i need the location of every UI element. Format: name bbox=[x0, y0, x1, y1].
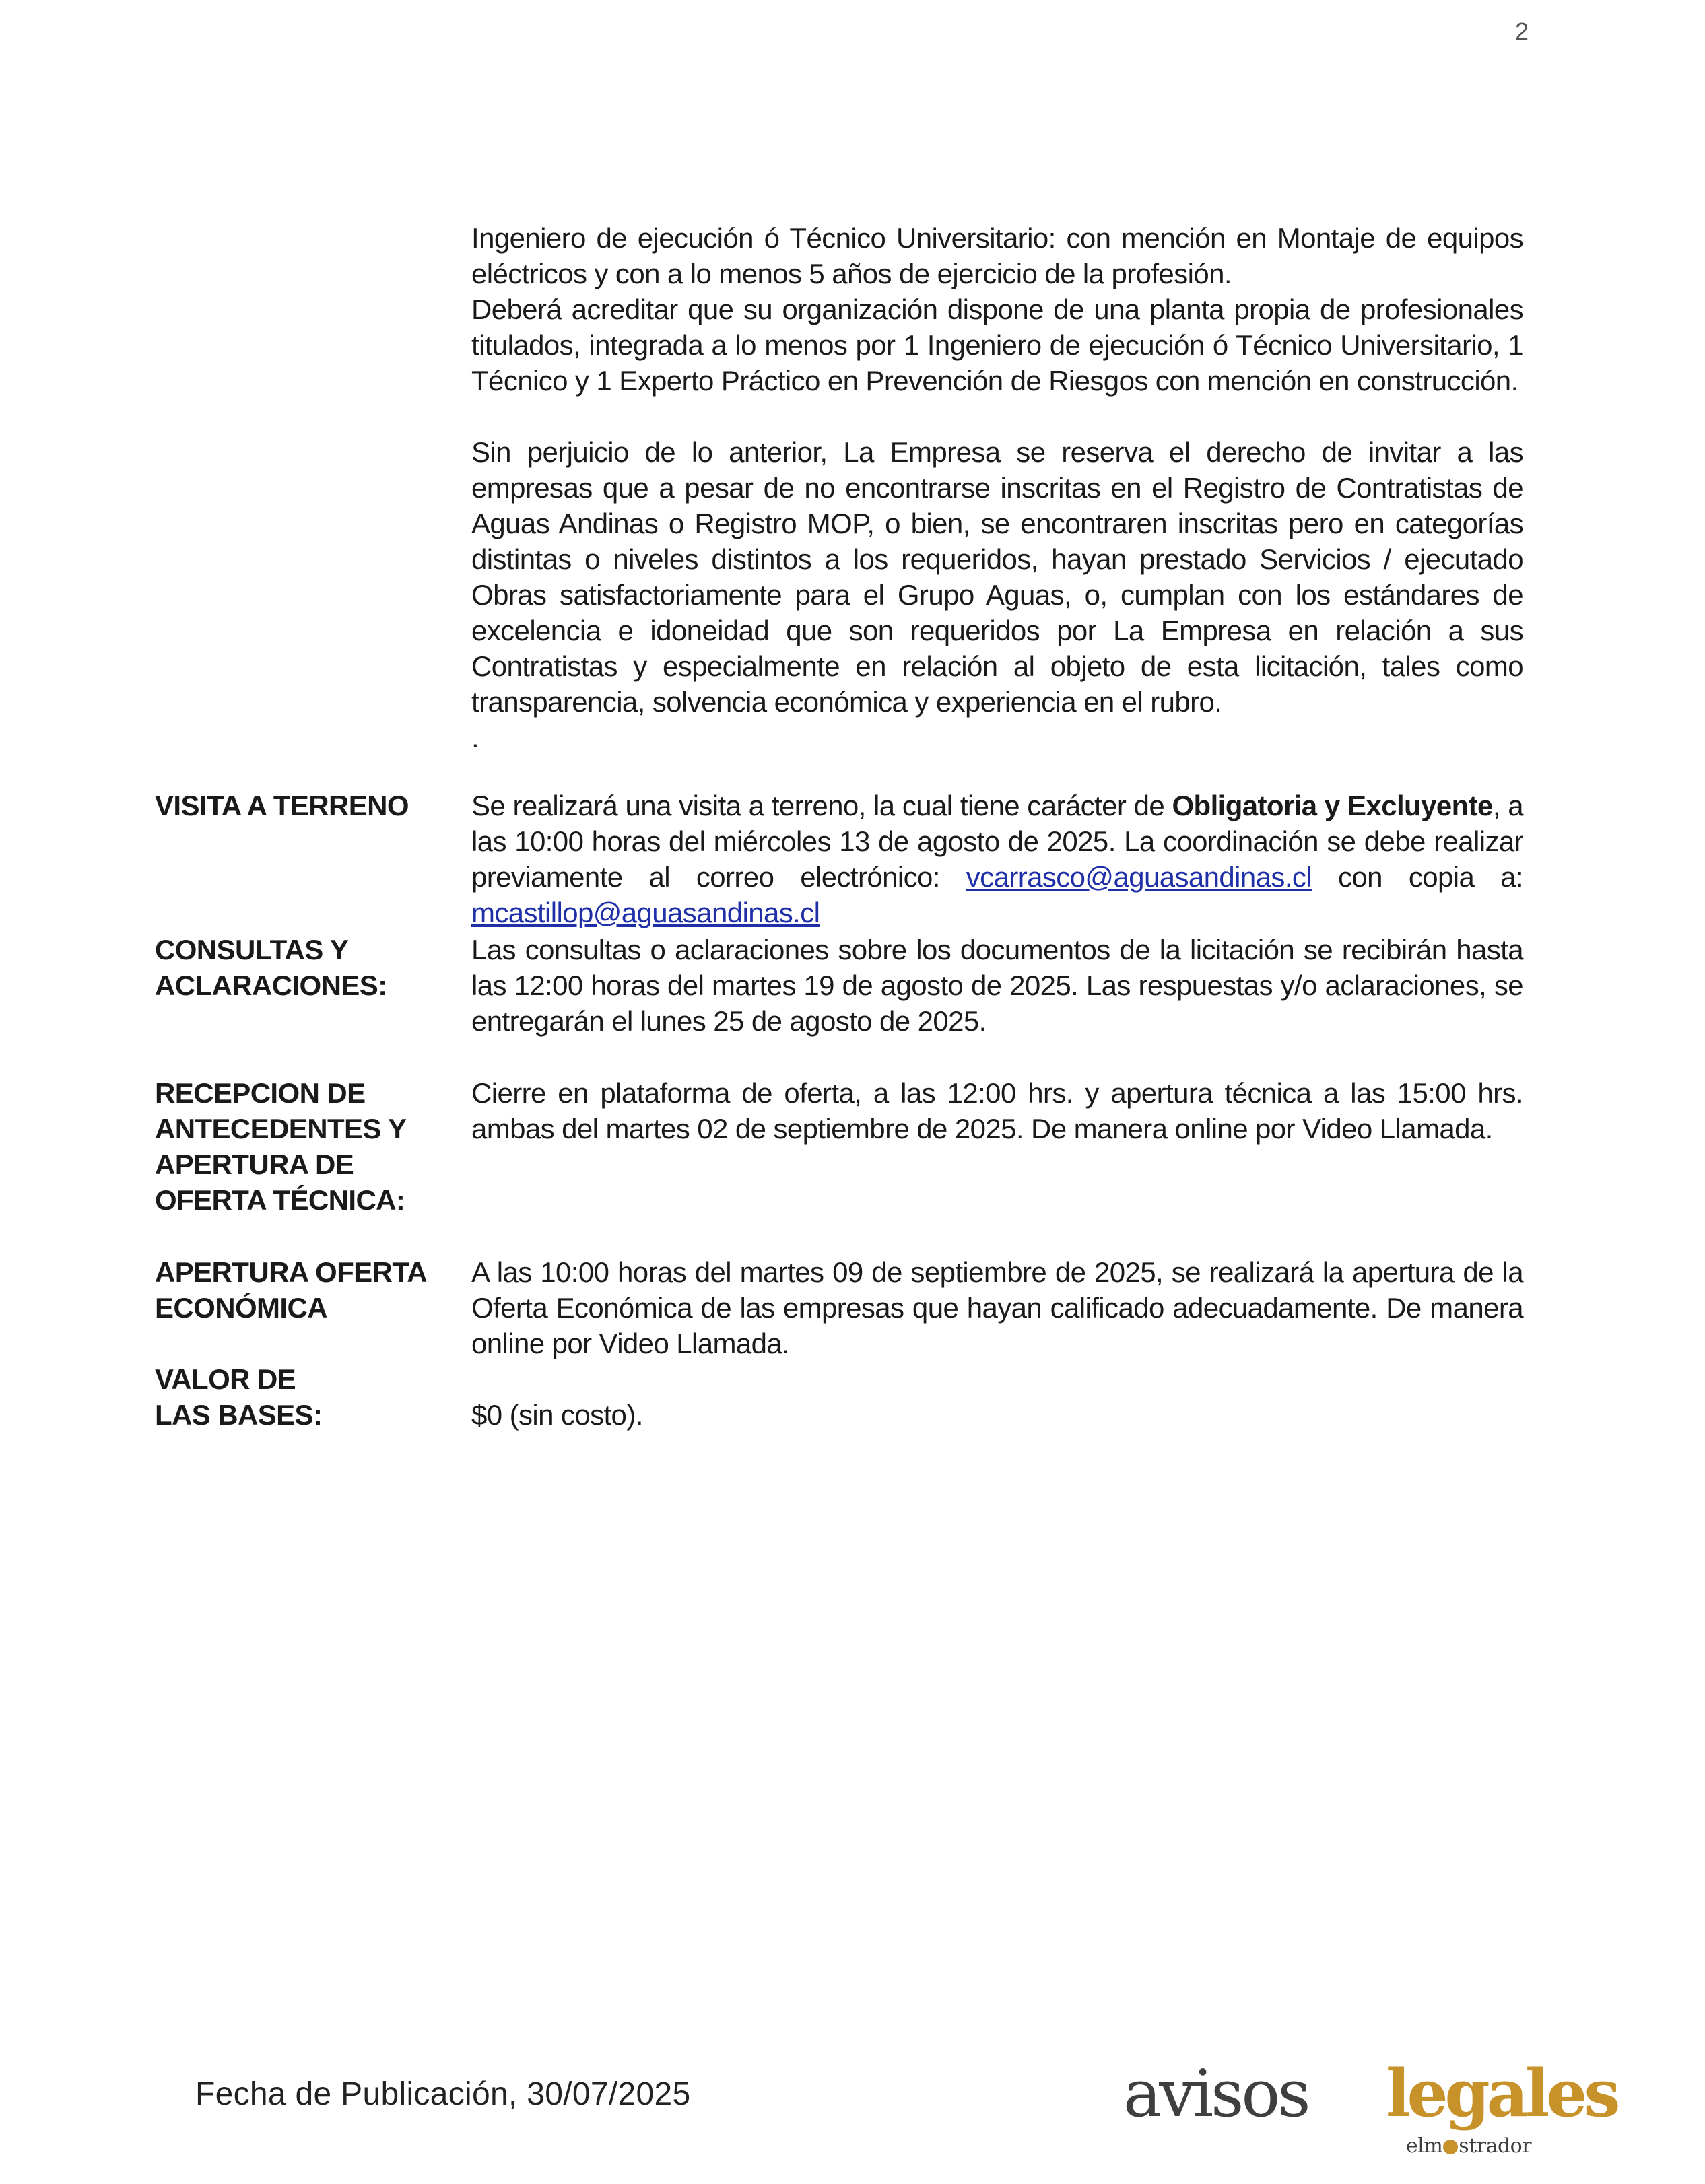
requirement-paragraph: Ingeniero de ejecución ó Técnico Universitario: con mención en Montaje de equipos eléctricos y con a lo menos 5 años de ejercicio de la profesión. bbox=[471, 222, 1523, 289]
section-content: $0 (sin costo). bbox=[471, 1399, 643, 1431]
page-number: 2 bbox=[1514, 18, 1529, 45]
avisoslegales-logo bbox=[1123, 2053, 1617, 2161]
email-link-vcarrasco[interactable]: vcarrasco@aguasandinas.cl bbox=[966, 861, 1312, 893]
invitation-paragraph: Sin perjuicio de lo anterior, La Empresa se reserva el derecho de invitar a las empresas que a pesar de no encontrarse inscritas en el Registro de Contratistas de Aguas Andinas o Registro MOP, o bien, se encontraren inscritas pero en categorías distintas o niveles distintos a los requeridos, hayan prestado Servicios / ejecutado Obras satisfactoriamente para el Grupo Aguas, o, cumplan con los estándares de excelencia e idoneidad que son requeridos por La Empresa en relación a sus Contratistas y especialmente en relación al objeto de esta licitación, tales como transparencia, solvencia económica y experiencia en el rubro. bbox=[471, 436, 1523, 718]
section-label: RECEPCION DE ANTECEDENTES Y APERTURA DE OFERTA TÉCNICA: bbox=[155, 1077, 407, 1216]
section-content: A las 10:00 horas del martes 09 de septiembre de 2025, se realizará la apertura de la Oferta Económica de las empresas que hayan calificado adecuadamente. De manera online por Video Llamada. bbox=[471, 1256, 1523, 1359]
logo-dot-icon bbox=[1443, 2140, 1458, 2154]
requirements-text bbox=[471, 220, 1523, 755]
logo-word-avisos: avisos bbox=[1123, 2056, 1308, 2131]
publication-date: Fecha de Publicación, 30/07/2025 bbox=[195, 2076, 691, 2112]
bold-emphasis: Obligatoria y Excluyente bbox=[1172, 790, 1493, 821]
section-content: Las consultas o aclaraciones sobre los documentos de la licitación se recibirán hasta las 12:00 horas del martes 19 de agosto de 2025. Las respuestas y/o aclaraciones, se entregarán el lunes 25 de agosto de 2025. bbox=[471, 934, 1523, 1037]
section-label: APERTURA OFERTA ECONÓMICA bbox=[155, 1256, 427, 1324]
section-content: Se realizará una visita a terreno, la cual tiene carácter de Obligatoria y Excluyente, a las 10:00 horas del miércoles 13 de agosto de 2025. La coordinación se debe realizar previamente al correo electrónico: vcarrasco@aguasandinas.cl con copia a: mcastillop@aguasandinas.cl bbox=[471, 790, 1523, 928]
logo-subtitle: elm strador bbox=[1406, 2134, 1532, 2158]
trailing-dot: . bbox=[471, 722, 479, 753]
requirement-paragraph: Deberá acreditar que su organización dispone de una planta propia de profesionales titulados, integrada a lo menos por 1 Ingeniero de ejecución ó Técnico Universitario, 1 Técnico y 1 Experto Práctico en Prevención de Riesgos con mención en construcción. bbox=[471, 294, 1523, 397]
section-label: VISITA A TERRENO bbox=[155, 790, 409, 821]
logo-word-legales: legales bbox=[1386, 2055, 1617, 2131]
section-label: CONSULTAS Y ACLARACIONES: bbox=[155, 934, 387, 1001]
email-link-mcastillop[interactable]: mcastillop@aguasandinas.cl bbox=[471, 897, 820, 928]
section-label: VALOR DE LAS BASES: bbox=[155, 1363, 323, 1431]
section-content: Cierre en plataforma de oferta, a las 12:00 hrs. y apertura técnica a las 15:00 hrs. ambas del martes 02 de septiembre de 2025. De manera online por Video Llamada. bbox=[471, 1077, 1523, 1145]
